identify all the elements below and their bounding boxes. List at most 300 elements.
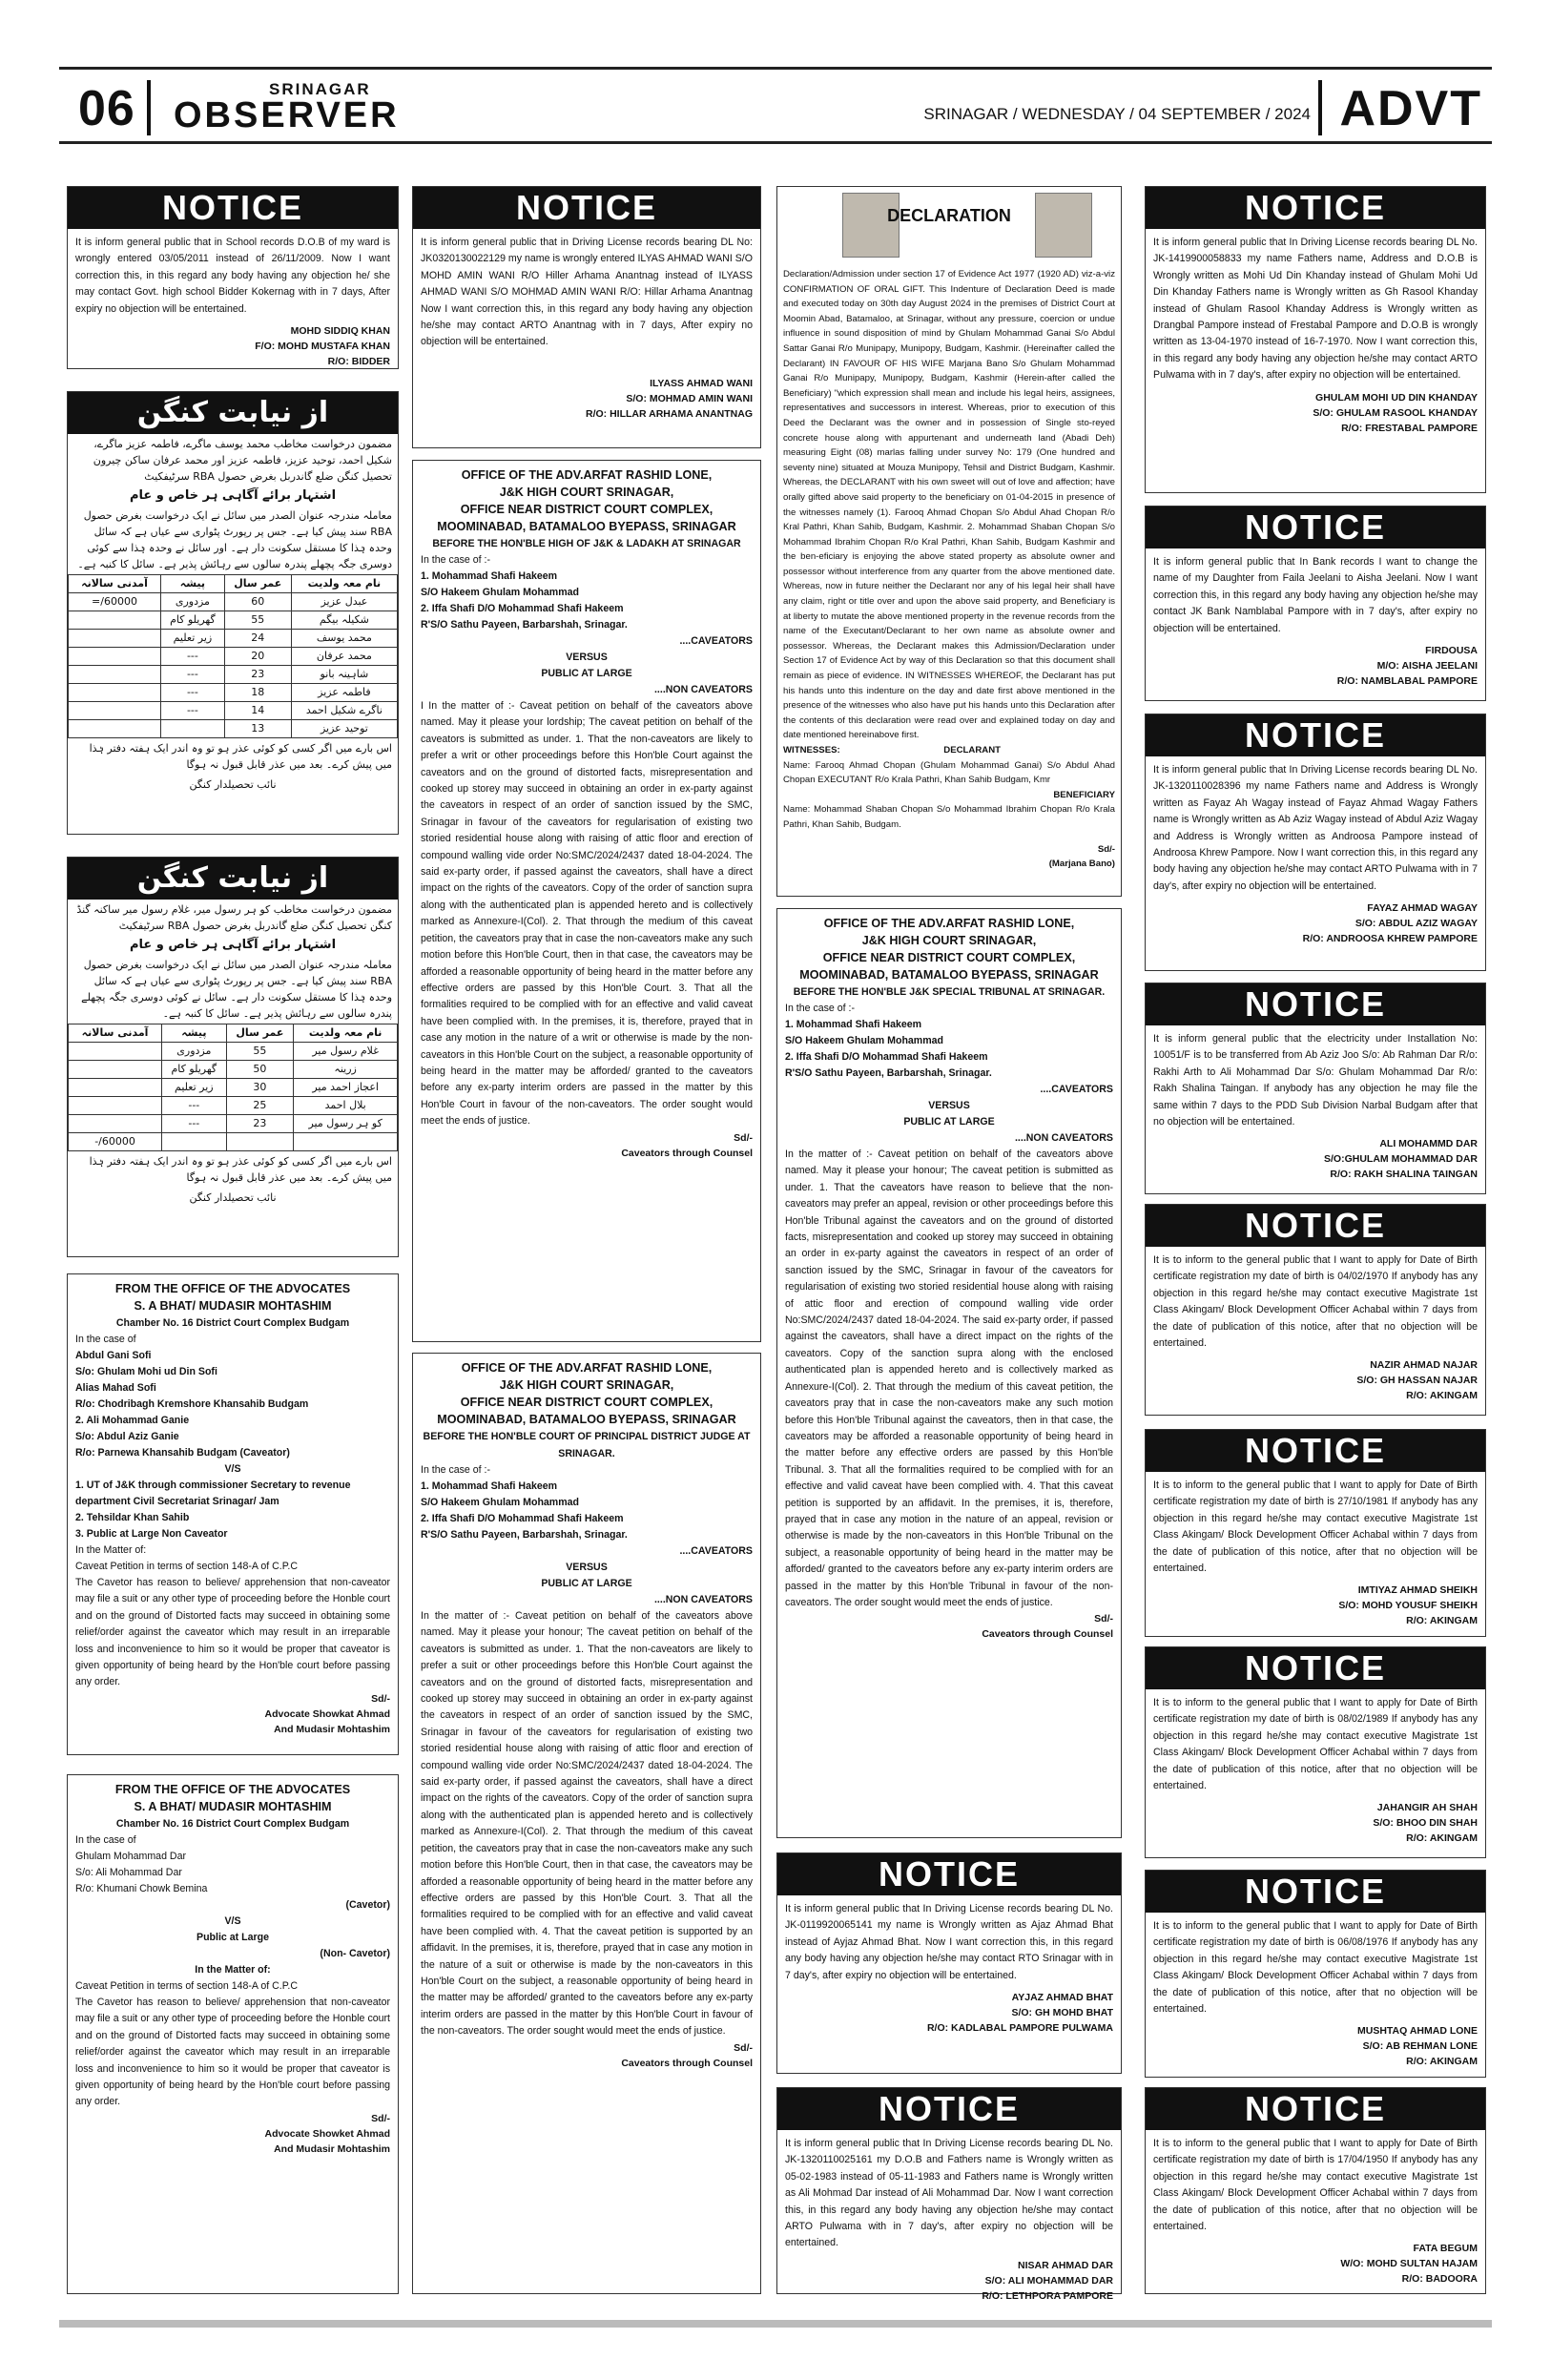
notice-body: It is to inform to the general public that I want to apply for Date of Birth certificate registration my date of birth is 06/08/1976 If anybody has any objection in this regard he/she may contact executive Magistrate 1st Class Akingam/ Block Development Officer Achabal within 7 days from the date of publication of this notice, after that no objection will be entertained. [1153,1920,1478,2016]
signatory-line: R/O: BADOORA [1401,2273,1478,2286]
signatory-relation: S/O: MOHMAD AMIN WANI [626,392,753,404]
declarant-heading: DECLARANT [943,745,1001,755]
sig-counsel: Caveators through Counsel [621,1147,753,1159]
notice-signatory [1146,2241,1485,2287]
sig-sd: Sd/- [734,2041,753,2054]
case-line: R/o: Parnewa Khansahib Budgam (Caveator) [75,1447,290,1459]
case-line: 1. UT of J&K through commissioner Secretary to revenue department Civil Secretariat Srinagar/ Jam [75,1480,351,1507]
adv-office: FROM THE OFFICE OF THE ADVOCATES [114,1282,351,1295]
sig-advocate-2: And Mudasir Mohtashim [274,2142,390,2155]
table-row [69,1097,398,1115]
signatory-line: S/O: GHULAM RASOOL KHANDAY [1313,406,1478,419]
sig-counsel: Caveators through Counsel [621,2057,753,2069]
case-line: PUBLIC AT LARGE [541,668,632,679]
advocate-caveat-1 [67,1273,399,1755]
table-cell: ناگرے شکیل احمد [291,702,397,720]
urdu-paragraph: معاملہ مندرجہ عنوان الصدر میں سائل نے ایک درخواست بغرض حصول RBA سند پیش کیا ہے۔ جس پر رپورٹ پٹواری سے عیاں ہے کہ سائل وحدہ ہٰذا کا مستقل سکونت دار ہے۔ سائل نے کوئی دوسری جگہ پچھلے پندرہ سالوں سے رہائش پذیر ہے۔ سائل کا کنبہ ہے۔ [81,959,392,1020]
table-cell: 25 [226,1097,294,1115]
table-cell: شاہینہ بانو [291,666,397,684]
table-header-cell: نام معہ ولدیت [294,1024,398,1043]
signatory-line: S/O: GH HASSAN NAJAR [1356,1375,1478,1387]
caveat-signatory [421,1130,753,1161]
table-cell [69,648,161,666]
case-line: In the case of :- [785,1003,856,1014]
table-header-cell: پیشہ [162,1024,226,1043]
sig-sd: Sd/- [371,2112,390,2124]
urdu-subheading: اشتہار برائے آگاہی ہر خاص و عام [129,938,337,952]
sig-sd: Sd/- [734,1131,753,1144]
table-cell: 50 [226,1061,294,1079]
table-row [69,1079,398,1097]
adv-caveat-high-court [412,460,761,1342]
signatory-name: NISAR AHMAD DAR [1018,2259,1113,2271]
table-header-cell: پیشہ [161,575,225,593]
signatory-address: R/O: BIDDER [327,356,390,368]
sig-name: (Marjana Bano) [1048,859,1115,870]
signatory-line: R/O: FRESTABAL PAMPORE [1341,422,1478,434]
notice-col4-3 [1145,714,1486,971]
table-row [69,1061,398,1079]
case-line: 2. Tehsildar Khan Sahib [75,1512,190,1523]
notice-col4-4 [1145,983,1486,1194]
witness-2: Name: Mohammad Shaban Chopan S/o Mohammad Ibrahim Chopan R/o Krala Pathri, Khan Sahib, Budgam. [783,804,1115,830]
table-cell [69,702,161,720]
caveat-body: The Cavetor has reason to believe/ apprehension that non-caveator may file a suit or any other type of proceeding before the Honble court and on the ground of Distorted facts may succeed in obtaining some relief/order against the caveator which may result in an irreparable loss and inconvenience to him so it would be proper that caveator is given opportunity of being heard by the Hon'ble court before passing any order. [75,1997,390,2108]
notice-body: It is to inform to the general public that I want to apply for Date of Birth certificate registration my date of birth is 17/04/1950 If anybody has any objection in this regard he/she may contact executive Magistrate 1st Class Akingam/ Block Development Officer Achabal within 7 days from the date of publication of this notice, after that no objection will be entertained. [1153,2138,1478,2233]
table-header-cell: عمر سال [226,1024,294,1043]
table-cell: 20 [224,648,291,666]
brand-logo: OBSERVER [174,95,400,135]
signatory-address: R/O: HILLAR ARHAMA ANANTNAG [586,407,753,420]
signatory-line: W/O: MOHD SULTAN HAJAM [1340,2258,1478,2270]
signatory-line: R/O: RAKH SHALINA TAINGAN [1330,1169,1478,1181]
court-heading: BEFORE THE HON'BLE COURT OF PRINCIPAL DISTRICT JUDGE AT SRINAGAR. [423,1431,751,1459]
signatory-line: IMTIYAZ AHMAD SHEIKH [1357,1584,1478,1597]
family-table [68,574,398,738]
office-heading-line: MOOMINABAD, BATAMALOO BYEPASS, SRINAGAR [437,1413,736,1426]
table-row [69,630,398,648]
notice-driving-license-ilyass [412,186,761,448]
signatory-relation: S/O: GH MOHD BHAT [1011,2007,1113,2019]
table-cell: غلام رسول میر [294,1043,398,1061]
caveat-signatory [785,1611,1113,1642]
table-cell: --- [161,702,225,720]
court-heading: BEFORE THE HON'BLE J&K SPECIAL TRIBUNAL AT SRINAGAR. [793,986,1106,998]
case-line: R/o: Chodribagh Kremshore Khansahib Budgam [75,1398,309,1410]
notice-heading: NOTICE [1146,714,1485,756]
case-line: (Cavetor) [345,1899,390,1911]
notice-body: It is inform general public that in School records D.O.B of my ward is wrongly entered 03/05/2011 instead of 26/11/2009. Now I want correction this, in this regard any body having any objection he/ she may contact Govt. high school Bidder Kokernag with in 7 days, After expiry no objection will be entertained. [75,237,390,315]
caveat-body: In the matter of :- Caveat petition on behalf of the caveators above named. May it please your honour; The caveat petition on behalf of the caveators is submitted as under. 1. That the non-caveators are likely to prefer a suit or other proceedings before this Hon'ble Court against the caveators and on the ground of distorted facts, misrepresentation and cooked up storey may succeed in obtaining an order in ex-party against the caveators in respect of an order of sanction issued by the SMC, Srinagar in favour of the caveators for regularisation of existing two storied residential house along with raising of attic floor and erection of compound walling vide order No:SMC/2024/2437 dated 18-04-2024. The said ex-party order, if passed against the caveators, shall have a direct impact on the rights of the caveators. Copy of the order of sanction supra along with the authenticated plan is appended hereto and is collectively marked as Annexure-I(Col). 2. That through the medium of this caveat petition, the caveators pray that in case the non-caveators make any such motion before this Hon'ble Court, then in that case, the caveators may be afforded a reasonable opportunity of being heard in the matter before any effective orders are passed by this Hon'ble Court. 3. That all the formalities required to be complied with for an effective and valid caveat have been complied with. 4. That the caveat petition is supported by an affidavit. In the premises, it is, therefore, prayed that in case any motion in the nature of a suit or otherwise is made by the non-caveators in this Hon'ble Court on the subject, a reasonable opportunity of being heard in the matter may be afforded/ granted to the caveators before any ex-party interim orders are passed in the matter by this Hon'ble Court in favour of the non-caveators. The order sought would meet the ends of justice. [421,1610,753,2038]
urdu-notice-kangan-2 [67,857,399,1257]
table-header-cell: نام معہ ولدیت [291,575,397,593]
case-line: 1. Mohammad Shafi Hakeem [785,1019,922,1030]
declaration-title: DECLARATION [887,206,1011,225]
declaration-text: Declaration/Admission under section 17 of Evidence Act 1977 (1920 AD) viz-a-viz CONFIRMATION OF ORAL GIFT. This Indenture of Declaration Deed is made and executed today on 30th day August 2024 in the premises of District Court at Moomin Abad, Batamaloo, at Srinagar, without any pressure, coercion or undue influence in sound disposition of mind by Ghulam Mohammad Ganai S/o Abdul Sattar Ganai R/o Munipapy, Munipopy, Budgam, Kashmir. (Hereinafter called the Declarant) IN FAVOUR OF HIS WIFE Marjana Bano S/o Ghulam Mohammad Ganai R/o Munipapy, Munipopy, Budgam, Kashmir (Herein-after called the Beneficiary) "which expression shall mean and include his legal heirs, assignees, representatives and successors in interest. Whereas, prior to execution of this Deed the Declarant was the owner and in possession of Single sto-reyed concrete house along with appurtenant and underneath land (Abadi Deh) measuring Eight (08) marlas falling under survey No: 179 (One hundred and seventy nine) situated at Mouza Munipopy, Tehsil and District Budgam, Kashmir. Whereas, the DECLARANT with his own sweet will out of love and affection; have orally gifted above said property to the beneficiary on 01-04-2015 in presence of the witnesses namely (1). Farooq Ahmad Chopan S/o Abdul Ahad Chopan R/o Kral Pathri, Khan Sahib, Budgam, Kashmir. 2. Mohammad Shaban Chopan S/o Mohammad Ibrahim Chopan R/o Kral Pathri, Khan Sahib, Budgam Kashmir and the ben-eficiary is enjoying the above stated property as absolute owner and possessor without interference from any quarter from the above mentioned date. Whereas, now in future neither the Declarant nor any of his legal heir shall have any claim, right or title over and upon the above said property, and Beneficiary is at liberty to mutate the above mentioned property in the revenue records from the name of the Executant/Declarant to her own name as absolute owner and possessor. Whereas, the Declarant makes this Admission/Declaration under Section 17 of Evidence Act by way of this Declaration so that this document shall remain as piece of evidence. IN WITNESSES WHEREOF, the Declarant has put his hands unto this indenture on the day and date first above mentioned in the presence of the witnesses who also have put his hands unto this Declaration after the contents of this declaration were read over and explained today on day and date mentioned hereinabove first. [783,269,1115,741]
notice-school-dob [67,186,399,369]
sig-advocate: Advocate Showket Ahmad [264,2127,390,2140]
header-top-rule [59,67,1492,70]
signatory-line: S/O: BHOO DIN SHAH [1373,1817,1478,1830]
urdu-heading: از نیابت کنگن [68,858,398,900]
caveat-body: In the matter of :- Caveat petition on behalf of the caveators above named. May it please your honour; The caveat petition is submitted as under. 1. That the caveators have reason to believe that the non-caveators may prefer an appeal, revision or other proceedings before this Hon'ble Tribunal against the caveators and on the ground of distorted facts, misrepresentation and cooked up storey may succeed in obtaining an order in ex-party against the caveators in respect of an order of sanction issued by the SMC, Srinagar in favour of the caveators for regularisation of existing two storied residential house along with raising of attic floor and erection of compound walling vide order No:SMC/2024/2437 dated 18-04-2024. The said ex-party order, if passed against the caveators, shall have a direct impact on the rights of the caveators. Copy of the sanction supra along with the enclosed authenticated plan is appended hereto and is collectively marked as Annexure-I(Col). 2. That through the medium of this caveat petition, the caveators pray that in case the non-caveators make any such motion before this Hon'ble Tribunal against the caveators, then in that case, the caveators may be afforded a reasonable opportunity of being heard in the matter before any effective orders are passed by this Hon'ble Tribunal. 3. That all the formalities required to be complied with for an effective and valid caveat have been complied with. 4. That this caveat petition is supported by an affidavit. In the premises, it is, therefore, prayed that in case any motion in the nature of an appeal, revision or otherwise is made by the non-caveators in this Hon'ble Tribunal on the subject, a reasonable opportunity of being heard in the matter may be afforded/ granted to the caveators before any ex-party interim orders are passed in the matter by this Hon'ble Tribunal in favour of the non-caveators. The order sought would meet the ends of justice. [785,1149,1113,1608]
table-cell: 13 [224,720,291,738]
table-cell [69,1079,162,1097]
table-row [69,720,398,738]
notice-heading: NOTICE [68,187,398,229]
case-line: R'S/O Sathu Payeen, Barbarshah, Srinagar. [421,619,628,631]
case-line: In the Matter of: [195,1964,271,1976]
table-row [69,666,398,684]
table-cell: فاطمہ عزیز [291,684,397,702]
signatory-relation: S/O: ALI MOHAMMAD DAR [984,2274,1113,2287]
table-cell: 24 [224,630,291,648]
office-heading [785,915,1113,983]
notice-signatory [1146,900,1485,946]
signatory-line: R/O: NAMBLABAL PAMPORE [1336,675,1478,688]
urdu-intro: مضمون درخواست مخاطب کو ہر رسول میر، غلام رسول میر ساکنہ گنڈ کنگن تحصیل کنگن ضلع گاندربل بغرض حصول RBA سرٹیفکیٹ [76,903,392,932]
table-cell: توحید عزیز [291,720,397,738]
signatory-line: JAHANGIR AH SHAH [1376,1802,1478,1814]
witnesses-heading: WITNESSES: [783,745,840,755]
case-line: R'S/O Sathu Payeen, Barbarshah, Srinagar. [421,1529,628,1541]
case-line: ....NON CAVEATORS [653,684,753,695]
case-line: R'S/O Sathu Payeen, Barbarshah, Srinagar. [785,1067,992,1079]
table-cell: --- [161,666,225,684]
sig-sd: Sd/- [1094,1613,1113,1625]
case-line: 1. Mohammad Shafi Hakeem [421,570,558,582]
case-line: In the case of :- [421,554,491,566]
notice-body: It is to inform to the general public that I want to apply for Date of Birth certificate registration my date of birth is 04/02/1970 If anybody has any objection in this regard he/she may contact executive Magistrate 1st Class Akingam/ Block Development Officer Achabal within 7 days from the date of publication of this notice, after that no objection will be entertained. [1153,1254,1478,1350]
table-cell [69,720,161,738]
adv-names: S. A BHAT/ MUDASIR MOHTASHIM [134,1299,332,1313]
notice-col4-2 [1145,506,1486,701]
case-line: Public at Large [196,1932,269,1943]
table-row [69,611,398,630]
notice-heading: NOTICE [1146,187,1485,229]
declaration-signatory [783,842,1115,872]
case-line: VERSUS [566,652,608,663]
table-row [69,1115,398,1133]
notice-col4-8 [1145,1870,1486,2078]
notice-body: It is inform general public that In Driving License records bearing DL No. JK-1320110025161 my D.O.B and Fathers name is Wrongly written as 05-02-1983 instead of 05-11-1983 and Fathers name is Wrongly written as Ali Mohmad Dar instead of Ali Mohammad Dar. Now I want correction this, in this regard any body having any objection he/she may contact ARTO Pulwama with in 7 day's, after expiry no objection will be entertained. [785,2138,1113,2249]
caveat-signatory [75,1691,390,1737]
notice-body: It is inform general public that In Driving License records bearing DL No. JK-1419900058833 my name Fathers name, Address and D.O.B is Wrongly written as Mohi Ud Din Khanday instead of Ghulam Mohi Ud Din Khanday Fathers name is Wrongly written as Gh Rasool Khanday instead of Ghulam Rasool Khanday Address is Wrongly written as Drangbal Pampore instead of Frestabal Pampore and D.O.B is wrongly written as 13-04-1970 instead of 16-7-1970. Now I want correction this, in this regard any body having any objection he/she may contact ARTO Pulwama with in 7 day's, after expiry no objection will be entertained. [1153,237,1478,382]
case-line: In the case of [75,1334,136,1345]
declaration-body [783,267,1115,872]
table-row [69,593,398,611]
case-line: 2. Iffa Shafi D/O Mohammad Shafi Hakeem [421,603,624,614]
signatory-line: S/O:GHULAM MOHAMMAD DAR [1324,1153,1478,1166]
office-heading-line: MOOMINABAD, BATAMALOO BYEPASS, SRINAGAR [799,968,1099,982]
notice-signatory [777,2258,1121,2304]
notice-heading: NOTICE [1146,507,1485,548]
table-cell [69,1097,162,1115]
table-cell: --- [161,684,225,702]
signatory-line: FATA BEGUM [1413,2243,1478,2255]
notice-col4-5 [1145,1204,1486,1416]
notice-signatory [1146,1800,1485,1846]
urdu-intro: مضمون درخواست مخاطب محمد یوسف ماگرے، فاطمہ عزیز ماگرے، شکیل احمد، توحید عزیز، فاطمہ عزیز اور محمد عرفان ساکن چیرون تحصیل کنگن ضلع گاندربل بغرض حصول RBA سرٹیفکیٹ [93,438,392,483]
office-heading-line: OFFICE OF THE ADV.ARFAT RASHID LONE, [461,1361,713,1375]
notice-body: It is to inform to the general public that I want to apply for Date of Birth certificate registration my date of birth is 08/02/1989 If anybody has any objection in this regard he/she may contact executive Magistrate 1st Class Akingam/ Block Development Officer Achabal within 7 days from the date of publication of this notice, after that no objection will be entertained. [1153,1697,1478,1792]
table-cell [69,1115,162,1133]
notice-signatory [68,323,398,369]
signatory-name: MOHD SIDDIQ KHAN [290,325,390,338]
office-heading-line: J&K HIGH COURT SRINAGAR, [499,1378,674,1392]
notice-body: It is inform general public that In Driving License records bearing DL No. JK-1320110028396 my name Fathers name and Address is Wrongly written as Fayaz Ah Wagay instead of Fayaz Ahmad Wagay Fathers name is Wrongly written as Ab Aziz Wagay instead of Abdul Aziz Wagay and Address is Wrongly written as Androosa Pampore instead of Androosa Khrew Pampore. Now I want correction this, in this regard any body having any objection he/she may contact ARTO Pulwama with in 7 day's, after expiry no objection will be entertained. [1153,764,1478,892]
office-heading-line: OFFICE OF THE ADV.ARFAT RASHID LONE, [461,468,713,482]
table-cell: --- [162,1097,226,1115]
brand-subtitle: SRINAGAR [269,80,371,98]
signatory-address: R/O: KADLABAL PAMPORE PULWAMA [926,2022,1113,2035]
case-parties [75,1832,390,1995]
signatory-line: MUSHTAQ AHMAD LONE [1357,2025,1478,2038]
declaration-oral-gift [776,186,1122,897]
notice-heading: NOTICE [1146,1647,1485,1689]
notice-body: It is inform general public that the electricity under Installation No: 10051/F is to be transferred from Ab Aziz Joo S/o: Ab Rahman Dar R/o: Rakhi Arth to Ali Mohammad Dar S/o: Ghulam Mohammad Dar R/o: Rakh Shalina Taingan. If anybody has any objection he may file the same within 7 days to the PDD Sub Division Narbal Budgam after that no objection will be entertained. [1153,1033,1478,1128]
table-cell: محمد عرفان [291,648,397,666]
table-cell: مزدوری [161,593,225,611]
signatory-line: R/O: AKINGAM [1406,1832,1478,1845]
footer-rule [59,2320,1492,2328]
header-bottom-rule [59,141,1492,144]
table-cell: 14 [224,702,291,720]
case-line: V/S [224,1463,241,1475]
signatory-name: ILYASS AHMAD WANI [650,377,753,389]
adv-caveat-district-court [412,1353,761,2294]
case-parties [785,1001,1113,1147]
caveat-body: I In the matter of :- Caveat petition on behalf of the caveators above named. May it please your lordship; The caveat petition on behalf of the caveators is submitted as under. 1. That the non-caveators are likely to prefer a writ or other proceedings before this Hon'ble Court against the caveators and on the ground of distorted facts, misrepresentation and cooked up storey may succeed in obtaining an order in ex-party against the caveators in respect of an order of sanction issued by the SMC, Srinagar in favour of the caveators for regularisation of existing two storied residential house along with raising of attic floor and erection of compound walling vide order No:SMC/2024/2437 dated 18-04-2024. The said ex-party order, if passed against the caveators, shall have a direct impact on the rights of the caveators. Copy of the order of sanction supra along with the authenticated plan is appended hereto and is collectively marked as Annexure-I(Col). 2. That through the medium of this caveat petition, the caveators pray that in case the non-caveators make any such motion before this Hon'ble Court, then in that case, the caveators may be afforded a reasonable opportunity of being heard in the matter before any effective orders are passed by this Hon'ble Court. 3. That all the formalities required to be complied with for an effective and valid caveat have been complied with. In the premises, it is, therefore, prayed that in case any motion in the nature of a writ or otherwise is made by the non-caveators in this Hon'ble Court on the subject, a reasonable opportunity of being heard in the matter may be afforded/ granted to the caveators before any ex-party interim orders are passed in the matter by this Hon'ble Court in favour of the non-caveators. The order sought would meet the ends of justice. [421,700,753,1128]
beneficiary-heading: BENEFICIARY [1053,789,1115,800]
signatory-line: GHULAM MOHI UD DIN KHANDAY [1315,391,1478,404]
signatory-line: FAYAZ AHMAD WAGAY [1367,902,1478,915]
urdu-closing: اس بارے میں اگر کسی کو کوئی عذر ہو تو وہ اندر ایک ہفتہ دفتر ہٰذا میں پیش کرے۔ بعد میں عذر قابل قبول نہ ہوگا [89,742,392,771]
case-line: ....NON CAVEATORS [1014,1132,1113,1144]
urdu-heading: از نیابت کنگن [68,392,398,434]
table-cell [162,1133,226,1151]
case-line: S/o: Ghulam Mohi ud Din Sofi [75,1366,217,1377]
office-heading-line: J&K HIGH COURT SRINAGAR, [861,934,1037,947]
table-cell: عبدل عزیز [291,593,397,611]
table-cell: 23 [226,1115,294,1133]
caveat-signatory [421,2040,753,2071]
case-line: S/o: Ali Mohammad Dar [75,1867,182,1878]
case-line: ....CAVEATORS [679,1545,753,1557]
table-cell: 60000/- [69,1133,162,1151]
caveat-signatory [75,2111,390,2157]
table-cell: 30 [226,1079,294,1097]
table-cell [294,1133,398,1151]
case-line: VERSUS [928,1100,970,1111]
page-number: 06 [78,81,135,136]
table-cell: بلال احمد [294,1097,398,1115]
caveat-body: The Cavetor has reason to believe/ apprehension that non-caveator may file a suit or any other type of proceeding before the Honble court and on the ground of Distorted facts may succeed in obtaining some relief/order against the caveator which may result in an irreparable loss and inconvenience to him so it would be proper that caveator is given opportunity of being heard by the Hon'ble court before passing any order. [75,1577,390,1688]
table-row [69,1133,398,1151]
adv-chamber: Chamber No. 16 District Court Complex Budgam [115,1317,350,1329]
family-table [68,1024,398,1151]
header-divider [147,80,151,135]
case-parties [75,1332,390,1575]
office-heading [421,466,753,535]
table-cell: 55 [226,1043,294,1061]
table-cell: 18 [224,684,291,702]
table-cell: کو ہر رسول میر [294,1115,398,1133]
case-line: S/O Hakeem Ghulam Mohammad [421,1497,580,1508]
table-cell [226,1133,294,1151]
notice-body: It is inform general public that In Bank records I want to change the name of my Daughter from Faila Jeelani to Aisha Jeelani. Now I want correction this, in this regard any body having any objection he/she may contact JK Bank Namblabal Pampore with in 7 day's, after expiry no objection will be entertained. [1153,556,1478,634]
office-heading [421,1359,753,1428]
sig-advocate: Advocate Showkat Ahmad [264,1707,390,1720]
notice-heading: NOTICE [1146,2088,1485,2130]
signatory-line: R/O: AKINGAM [1406,1615,1478,1627]
table-row [69,702,398,720]
office-heading-line: OFFICE OF THE ADV.ARFAT RASHID LONE, [823,917,1075,930]
table-cell: گھریلو کام [161,611,225,630]
table-cell [161,720,225,738]
case-parties [421,552,753,698]
notice-body: It is inform general public that in Driving License records bearing DL No: JK0320130022129 my name is wrongly entered ILYAS AHMAD WANI S/O MOHD AMIN WANI R/O Hiller Arhama Anantnag instead of ILYASS AHMAD WANI S/O MOHMAD AMIN WANI R/O: Hillar Arhama Anantnag Now I want correction this, in this regard any body having any objection he/she may contact ARTO Anantnag with in 7 days, After expiry no objection will be entertained. [421,237,753,348]
case-line: Abdul Gani Sofi [75,1350,152,1361]
notice-heading: NOTICE [413,187,760,229]
case-line: In the case of :- [421,1464,491,1476]
urdu-subheading: اشتہار برائے آگاہی ہر خاص و عام [129,488,337,503]
case-line: ....NON CAVEATORS [653,1594,753,1605]
adv-chamber: Chamber No. 16 District Court Complex Budgam [115,1818,350,1830]
case-line: R/o: Khumani Chowk Bemina [75,1883,208,1894]
section-title: ADVT [1339,81,1482,136]
notice-col4-7 [1145,1646,1486,1858]
sig-advocate-2: And Mudasir Mohtashim [274,1723,390,1735]
signatory-line: R/O: AKINGAM [1406,2056,1478,2068]
case-line: S/o: Abdul Aziz Ganie [75,1431,179,1442]
table-cell [69,611,161,630]
notice-col4-9 [1145,2087,1486,2294]
beneficiary-photo [1035,193,1092,258]
notice-signatory [1146,1136,1485,1182]
sig-counsel: Caveators through Counsel [982,1628,1113,1641]
table-cell: اعجاز احمد میر [294,1079,398,1097]
table-header-cell: عمر سال [224,575,291,593]
adv-office: FROM THE OFFICE OF THE ADVOCATES [114,1783,351,1796]
table-row [69,684,398,702]
adv-caveat-special-tribunal [776,908,1122,1838]
notice-heading: NOTICE [1146,1205,1485,1247]
signatory-line: FIRDOUSA [1425,645,1478,657]
notice-heading: NOTICE [1146,1430,1485,1472]
case-line: Caveat Petition in terms of section 148-A of C.P.C [75,1561,298,1572]
notice-signatory [1146,643,1485,689]
urdu-notice-kangan-1 [67,391,399,835]
notice-signatory [1146,390,1485,436]
signatory-line: NAZIR AHMAD NAJAR [1370,1359,1478,1372]
signatory-relation: F/O: MOHD MUSTAFA KHAN [255,341,390,353]
notice-heading: NOTICE [777,2088,1121,2130]
case-line: 1. Mohammad Shafi Hakeem [421,1480,558,1492]
case-line: Alias Mahad Sofi [75,1382,156,1394]
table-header-cell: آمدنی سالانہ [69,575,161,593]
signatory-address: R/O: LETHPORA PAMPORE [982,2289,1113,2302]
table-cell: 23 [224,666,291,684]
notice-signatory [1146,1357,1485,1403]
office-heading-line: MOOMINABAD, BATAMALOO BYEPASS, SRINAGAR [437,520,736,533]
signatory-name: AYJAZ AHMAD BHAT [1011,1992,1113,2004]
case-line: In the Matter of: [75,1544,147,1556]
case-line: PUBLIC AT LARGE [541,1578,632,1589]
case-line: ....CAVEATORS [1040,1084,1113,1095]
case-line: Caveat Petition in terms of section 148-A of C.P.C [75,1980,298,1992]
notice-heading: NOTICE [1146,1871,1485,1913]
notice-driving-license-ayjaz [776,1852,1122,2074]
case-line: 2. Ali Mohammad Ganie [75,1415,190,1426]
dateline: SRINAGAR / WEDNESDAY / 04 SEPTEMBER / 2024 [923,105,1311,123]
urdu-paragraph: معاملہ مندرجہ عنوان الصدر میں سائل نے ایک درخواست بغرض حصول RBA سند پیش کیا ہے۔ جس پر رپورٹ پٹواری سے عیاں ہے کہ سائل وحدہ ہٰذا کا مستقل سکونت دار ہے۔ اور سائل نے وحدہ ہٰذا سے کوئی دوسری جگہ پچھلے پندرہ سالوں سے رہائش پذیر ہے۔ سائل کا کنبہ ہے۔ [77,509,392,570]
notice-signatory [777,1990,1121,2036]
signatory-line: S/O: AB REHMAN LONE [1362,2040,1478,2053]
header-divider-right [1318,80,1322,135]
case-line: PUBLIC AT LARGE [903,1116,995,1128]
case-line: VERSUS [566,1562,608,1573]
table-cell: زیر تعلیم [162,1079,226,1097]
court-heading: BEFORE THE HON'BLE HIGH OF J&K & LADAKH AT SRINAGAR [432,538,741,549]
case-line: V/S [224,1915,241,1927]
table-row [69,648,398,666]
notice-body: It is inform general public that In Driving License records bearing DL No. JK-0119920065141 my name is Wrongly written as Ajaz Ahmad Bhat instead of Ayjaz Ahmad Bhat. Now I want correction this, in this regard any body having any objection he/she may contact RTO Srinagar with in 7 day's, after expiry no objection will be entertained. [785,1903,1113,1981]
table-header-row [69,575,398,593]
table-cell: شکیلہ بیگم [291,611,397,630]
office-heading-line: OFFICE NEAR DISTRICT COURT COMPLEX, [460,1396,713,1409]
signatory-line: R/O: AKINGAM [1406,1390,1478,1402]
page-header [59,59,1492,150]
table-cell [69,1061,162,1079]
notice-body: It is to inform to the general public that I want to apply for Date of Birth certificate registration my date of birth is 27/10/1981 If anybody has any objection in this regard he/she may contact executive Magistrate 1st Class Akingam/ Block Development Officer Achabal within 7 days from the date of publication of this notice, after that no objection will be entertained. [1153,1480,1478,1575]
adv-names: S. A BHAT/ MUDASIR MOHTASHIM [134,1800,332,1813]
case-line: 2. Iffa Shafi D/O Mohammad Shafi Hakeem [421,1513,624,1524]
sig-sd: Sd/- [371,1692,390,1705]
table-cell: مزدوری [162,1043,226,1061]
case-line: In the case of [75,1834,136,1846]
case-line: ....CAVEATORS [679,635,753,647]
signatory-line: S/O: ABDUL AZIZ WAGAY [1355,918,1478,930]
table-cell: 60 [224,593,291,611]
signatory-line: R/O: ANDROOSA KHREW PAMPORE [1302,933,1478,945]
urdu-closing: اس بارے میں اگر کسی کو کوئی عذر ہو تو وہ اندر ایک ہفتہ دفتر ہٰذا میں پیش کرے۔ بعد میں عذر قابل قبول نہ ہوگا [89,1155,392,1184]
urdu-sign: نائب تحصیلدار کنگن [189,778,277,791]
case-line: S/O Hakeem Ghulam Mohammad [785,1035,944,1046]
notice-col4-1 [1145,186,1486,493]
case-line: 3. Public at Large Non Caveator [75,1528,228,1540]
table-cell: گھریلو کام [162,1061,226,1079]
notice-signatory [413,376,760,422]
table-cell: زیر تعلیم [161,630,225,648]
notice-signatory [1146,2023,1485,2069]
office-heading-line: OFFICE NEAR DISTRICT COURT COMPLEX, [460,503,713,516]
table-cell: --- [161,648,225,666]
signatory-line: ALI MOHAMMD DAR [1379,1138,1478,1150]
notice-heading: NOTICE [777,1853,1121,1895]
case-line: (Non- Cavetor) [320,1948,390,1959]
sig-sd: Sd/- [1097,843,1115,855]
table-cell [69,630,161,648]
table-header-row [69,1024,398,1043]
signatory-line: M/O: AISHA JEELANI [1376,660,1478,673]
table-cell [69,1043,162,1061]
table-row [69,1043,398,1061]
table-cell: 60000/= [69,593,161,611]
case-parties [421,1462,753,1608]
urdu-sign: نائب تحصیلدار کنگن [189,1191,277,1204]
table-cell: زرینہ [294,1061,398,1079]
